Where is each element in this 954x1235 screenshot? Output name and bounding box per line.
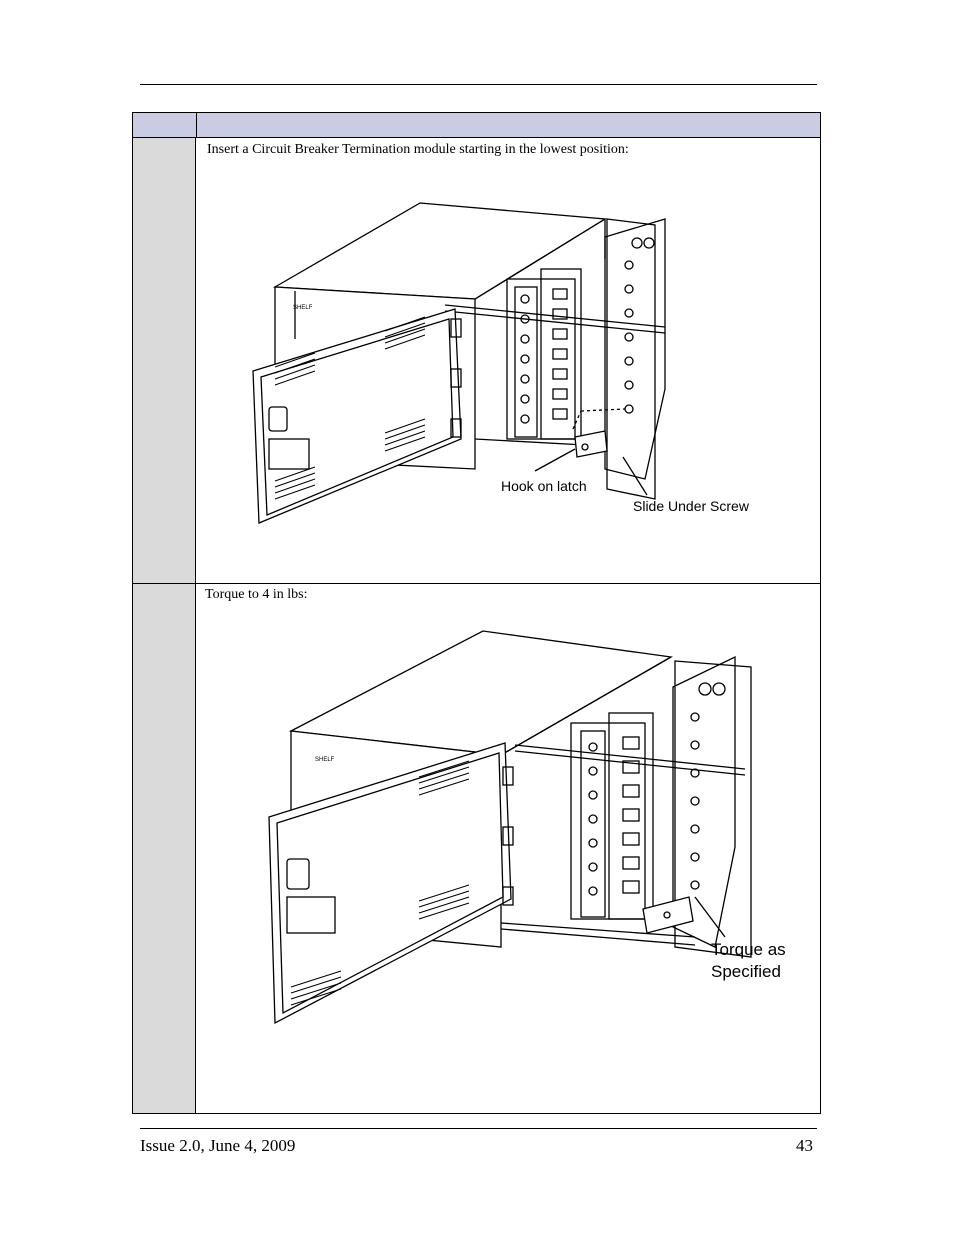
- callout-torque-line2: Specified: [711, 962, 781, 981]
- rear-studs: [691, 683, 725, 889]
- procedure-table: [132, 112, 821, 1114]
- shelf-top-panel: [291, 631, 671, 755]
- row-separator: [133, 583, 820, 584]
- breaker-terminals: [589, 743, 597, 895]
- rear-bracket: [605, 219, 665, 479]
- header-rule: [140, 84, 817, 85]
- table-header: [133, 113, 820, 138]
- shelf-panel-label: SHELF: [293, 305, 313, 311]
- step-2-figure: [255, 627, 786, 1039]
- callout-hook-on-latch: Hook on latch: [501, 478, 587, 494]
- header-column-divider: [196, 113, 197, 137]
- step-2-instruction: Torque to 4 in lbs:: [205, 587, 308, 602]
- screw-leader: [623, 457, 647, 495]
- footer-issue-date: Issue 2.0, June 4, 2009: [140, 1136, 296, 1155]
- step-1-figure: [245, 199, 805, 529]
- breaker-terminals: [521, 295, 529, 423]
- torque-bracket: [643, 897, 693, 933]
- hook-leader: [535, 449, 575, 471]
- callout-torque-line1: Torque as: [711, 940, 786, 959]
- latch-hook: [575, 431, 607, 457]
- shelf-panel-label: SHELF: [315, 757, 335, 763]
- page-number: 43: [796, 1136, 813, 1155]
- step-1-instruction: Insert a Circuit Breaker Termination module starting in the lowest position:: [207, 142, 629, 157]
- shelf-top-panel: [275, 203, 605, 299]
- callout-slide-under-screw: Slide Under Screw: [633, 498, 749, 514]
- step-number-column: [133, 138, 196, 1113]
- footer-rule: [140, 1128, 817, 1129]
